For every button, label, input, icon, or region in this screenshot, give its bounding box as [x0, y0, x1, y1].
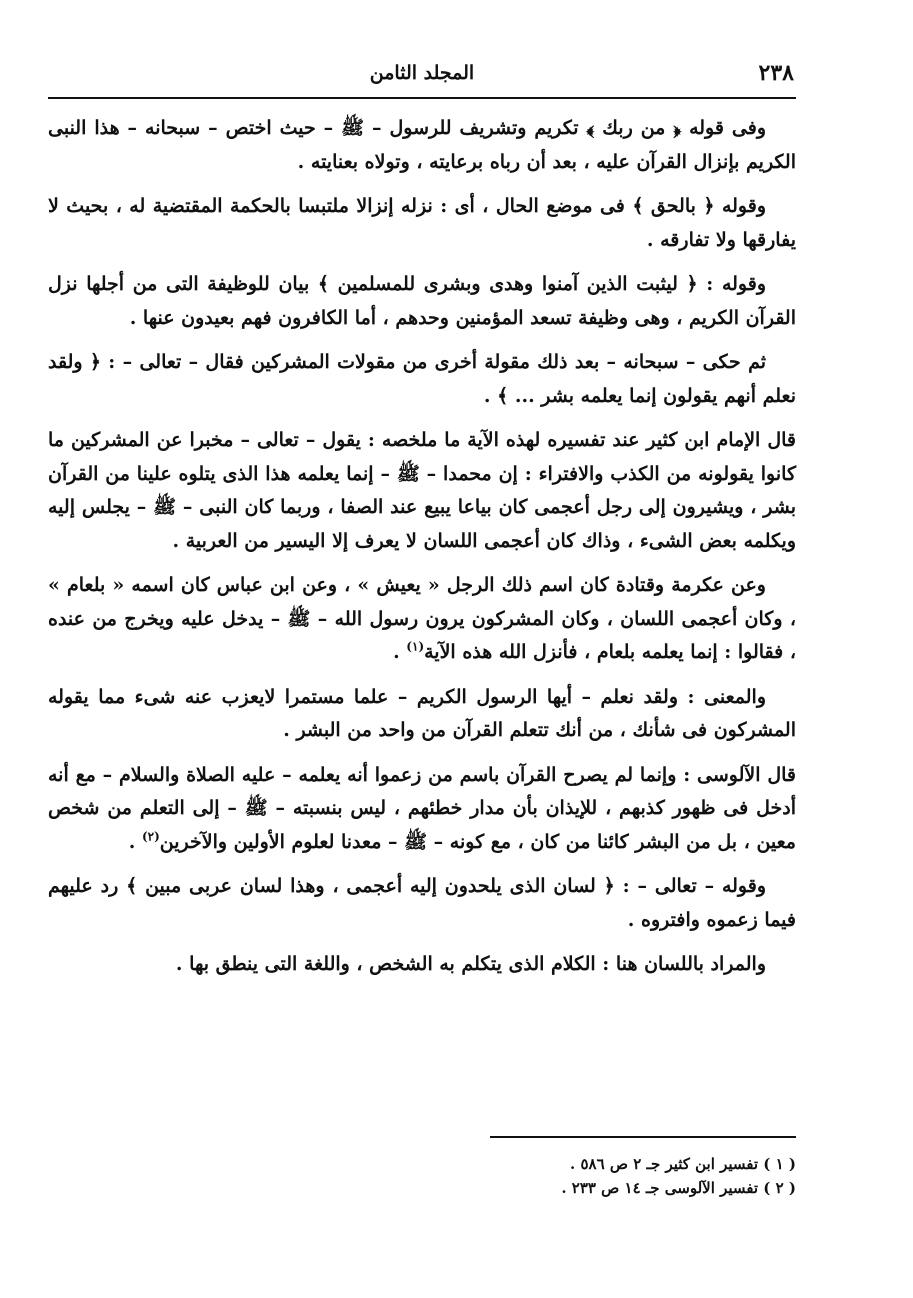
footnote-reference: (١): [406, 639, 425, 654]
paragraph: قال الإمام ابن كثير عند تفسيره لهذه الآية ما ملخصه : يقول – تعالى – مخبرا عن المشركين ما كانوا يقولونه من الكذب والافتراء : إن محمدا – ﷺ – إنما يعلمه هذا الذى يتلوه علينا من القرآن بشر ، ويشيرون إلى رجل أعجمى كان بياعا يبيع عند الصفا ، وربما كان النبى – ﷺ – يجلس إليه ويكلمه بعض الشىء ، وذاك كان أعجمى اللسان لا يعرف إلا اليسير من العربية .: [48, 429, 796, 552]
paragraph: ثم حكى – سبحانه – بعد ذلك مقولة أخرى من مقولات المشركين فقال – تعالى – : ﴿ ولقد نعلم أنهم يقولون إنما يعلمه بشر ... ﴾ .: [48, 351, 796, 407]
paragraph-end: .: [128, 830, 142, 853]
paragraph: [48, 759, 796, 860]
paragraph: [48, 569, 796, 670]
paragraph-text: وعن عكرمة وقتادة كان اسم ذلك الرجل « يعيش » ، وعن ابن عباس كان اسمه « بلعام » ، وكان أعجمى اللسان ، وكان المشركون يرون رسول الله – ﷺ – يدخل عليه ويخرج من عنده ، فقالوا : إنما يعلمه بلعام ، فأنزل الله هذه الآية: [48, 574, 796, 663]
paragraph: وفى قوله ﴿ من ربك ﴾ تكريم وتشريف للرسول – ﷺ – حيث اختص – سبحانه – هذا النبى الكريم بإنزال القرآن عليه ، بعد أن رباه برعايته ، وتولاه بعنايته .: [48, 117, 796, 173]
footnote: ( ١ ) تفسير ابن كثير جـ ٢ ص ٥٨٦ .: [570, 1155, 796, 1173]
paragraph: وقوله : ﴿ ليثبت الذين آمنوا وهدى وبشرى للمسلمين ﴾ بيان للوظيفة التى من أجلها نزل القرآن الكريم ، وهى وظيفة تسعد المؤمنين وحدهم ، أما الكافرون فهم بعيدون عنها .: [48, 273, 796, 329]
footnote: ( ٢ ) تفسير الآلوسى جـ ١٤ ص ٢٣٣ .: [561, 1179, 796, 1197]
paragraph-end: .: [393, 641, 407, 663]
header-rule: [48, 97, 796, 99]
paragraph-text: قال الآلوسى : وإنما لم يصرح القرآن باسم من زعموا أنه يعلمه – عليه الصلاة والسلام – مع أنه أدخل فى ظهور كذبهم ، للإيذان بأن مدار خطئهم ، ليس بنسبته – ﷺ – إلى التعلم من شخص معين ، بل من البشر كائنا من كان ، مع كونه – ﷺ – معدنا لعلوم الأولين والآخرين: [48, 763, 796, 853]
volume-title: المجلد الثامن: [369, 62, 475, 84]
paragraph: والمراد باللسان هنا : الكلام الذى يتكلم به الشخص ، واللغة التى ينطق بها .: [175, 953, 766, 975]
paragraph: وقوله ﴿ بالحق ﴾ فى موضع الحال ، أى : نزله إنزالا ملتبسا بالحكمة المقتضية له ، بحيث لا يفارقها ولا تفارقه .: [48, 195, 796, 251]
footnotes: [300, 1152, 796, 1200]
page-header: [48, 58, 796, 98]
paragraph: والمعنى : ولقد نعلم – أيها الرسول الكريم – علما مستمرا لايعزب عنه شىء مما يقوله المشركون فى شأنك ، من أنك تتعلم القرآن من واحد من البشر .: [48, 685, 796, 741]
footnote-rule: [490, 1136, 796, 1138]
main-text: [48, 112, 796, 993]
paragraph: وقوله – تعالى – : ﴿ لسان الذى يلحدون إليه أعجمى ، وهذا لسان عربى مبين ﴾ رد عليهم فيما زعموه وافتروه .: [48, 875, 796, 931]
footnote-reference: (٢): [141, 829, 160, 844]
page-number: ٢٣٨: [758, 60, 794, 86]
